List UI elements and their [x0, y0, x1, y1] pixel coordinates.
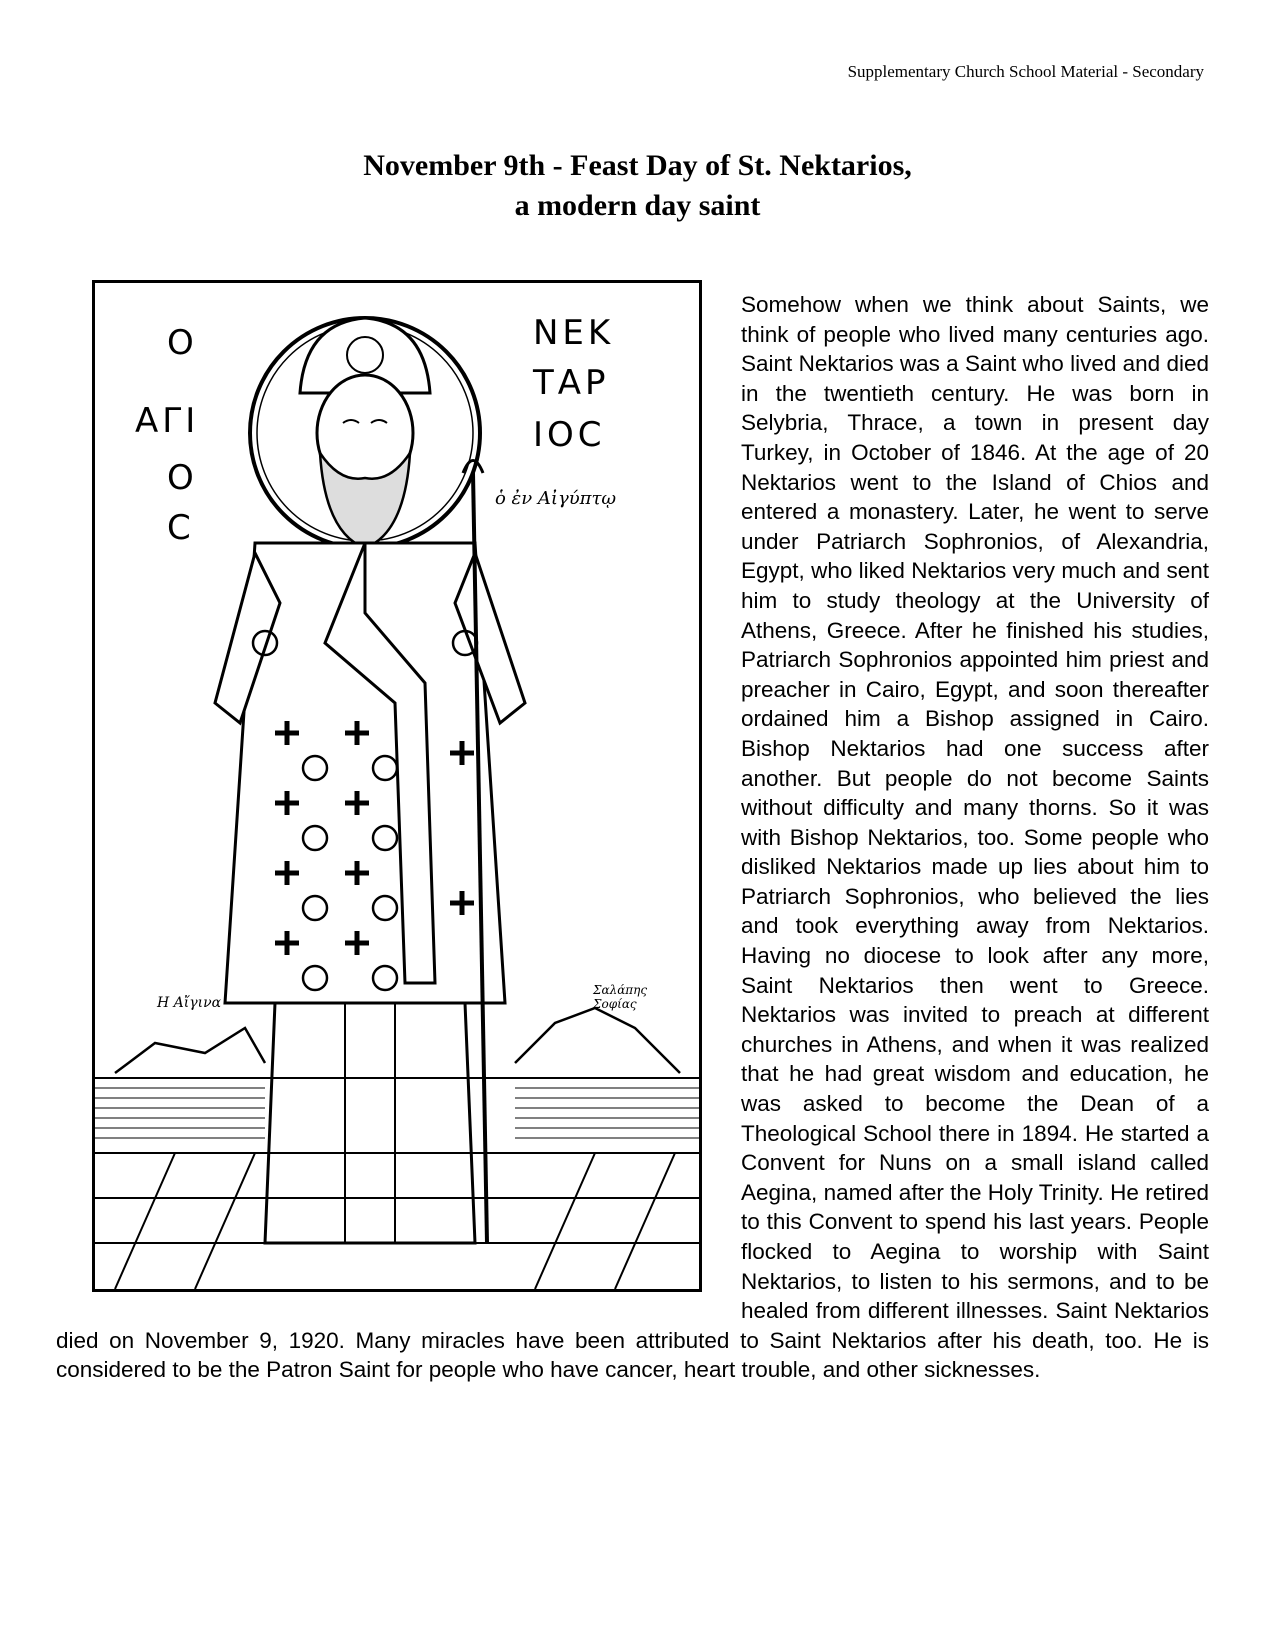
inscription-right-3: ΙΟC [533, 415, 606, 455]
island-label: Η Αἴγινα [157, 995, 222, 1011]
article-body [56, 290, 1209, 1385]
inscription-right-1: ΝΕΚ [533, 313, 615, 353]
article-body-text: Somehow when we think about Saints, we think of people who lived many centuries ago. Saint Nektarios was a Saint who lived and died in the twentieth century. He was born in Selybria, Thrace, a town in present day Turkey, in October of 1846. At the age of 20 Nektarios went to the Island of Chios and entered a monastery. Later, he went to serve under Patriarch Sophronios, of Alexandria, Egypt, who liked Nektarios very much and sent him to study theology at the University of Athens, Greece. After he finished his studies, Patriarch Sophronios appointed him priest and preacher in Cairo, Egypt, and soon thereafter ordained him a Bishop assigned in Cairo. Bishop Nektarios had one success after another. But people do not become Saints without difficulty and many thorns. So it was with Bishop Nektarios, too. Some people who disliked Nektarios made up lies about him to Patriarch Sophronios, who believed the lies and took everything away from Nektarios. Having no diocese to look after any more, Saint Nektarios then went to Greece. Nektarios was invited to preach at different churches in Athens, and when it was realized that he had great wisdom and education, he was asked to become the Dean of a Theological School there in 1894. He started a Convent for Nuns on a small island called Aegina, named after the Holy Trinity. He retired to this Convent to spend his last years. People flocked to Aegina to worship with Saint Nektarios, to listen to his sermons, and to be healed from different illnesses. Saint Nektarios died on November 9, 1920. Many miracles have been attributed to Saint Nektarios after his death, too. He is considered to be the Patron Saint for people who have cancer, heart trouble, and other sicknesses. [56, 292, 1209, 1383]
image-wrap-spacer [56, 290, 741, 1304]
header-note: Supplementary Church School Material - Secondary [847, 62, 1204, 81]
inscription-left-3: Ο [167, 458, 198, 498]
page-title [0, 146, 1275, 226]
inscription-left-2: ΑΓΙ [135, 401, 200, 441]
inscription-right-small: ὁ ἐν Αἰγύπτῳ [495, 488, 617, 509]
title-line-2: a modern day saint [514, 189, 761, 222]
inscription-left-1: Ο [167, 323, 198, 363]
artist-label: Σαλάπης Σοφίας [593, 983, 648, 1011]
inscription-left-4: С [167, 508, 195, 548]
inscription-right-2: ΤΑΡ [533, 363, 610, 403]
title-line-1: November 9th - Feast Day of St. Nektarios, [363, 149, 912, 182]
